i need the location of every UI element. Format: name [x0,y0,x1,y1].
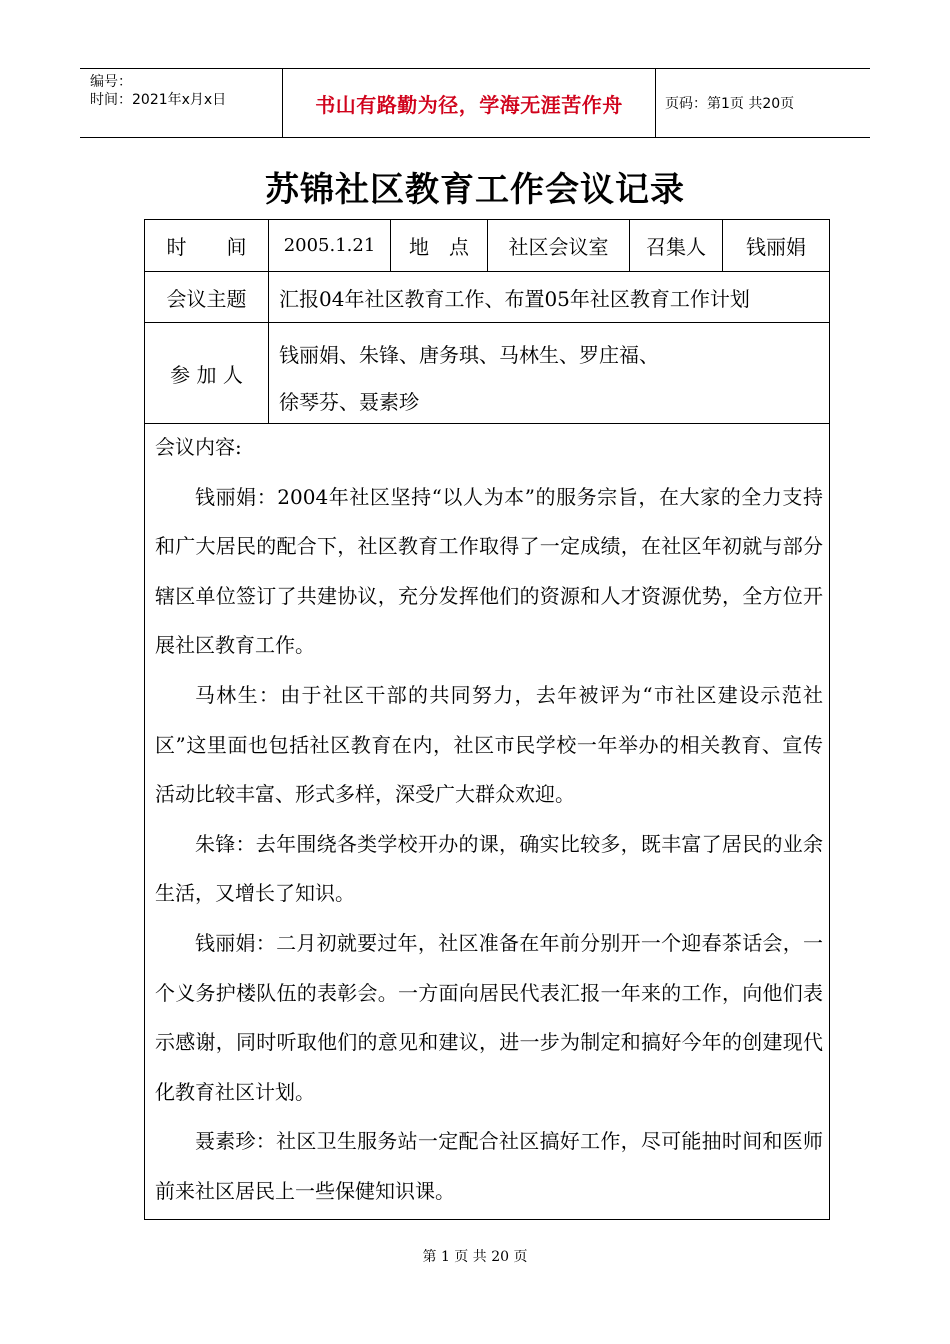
content-paragraph: 聂素珍：社区卫生服务站一定配合社区搞好工作，尽可能抽时间和医师前来社区居民上一些保健知识课。 [155,1129,823,1203]
content-paragraph: 马林生：由于社区干部的共同努力，去年被评为“市社区建设示范社区”这里面也包括社区教育在内，社区市民学校一年举办的相关教育、宣传活动比较丰富、形式多样，深受广大群众欢迎。 [155,682,823,807]
place-label: 地 点 [409,235,469,259]
time-value: 2005.1.21 [283,235,376,256]
header-left-block [80,69,282,137]
document-header [80,68,870,138]
convener-label: 召集人 [646,235,706,259]
page-footer: 第 1 页 共 20 页 [422,1249,528,1265]
participants-line: 钱丽娟、朱锋、唐务琪、马林生、罗庄福、 [279,343,659,367]
header-page-info: 页码：第1页 共20页 [665,96,795,112]
content-paragraph: 钱丽娟：2004年社区坚持“以人为本”的服务宗旨，在大家的全力支持和广大居民的配合下，社区教育工作取得了一定成绩，在社区年初就与部分辖区单位签订了共建协议，充分发挥他们的资源和人才资源优势，全方位开展社区教育工作。 [155,484,823,658]
participants-label: 参 加 人 [170,362,243,387]
page-title: 苏锦社区教育工作会议记录 [265,170,685,210]
participants-value [279,332,819,426]
topic-value: 汇报04年社区教育工作、布置05年社区教育工作计划 [279,286,750,311]
convener-value: 钱丽娟 [746,235,806,259]
topic-label: 会议主题 [166,286,247,311]
time-label: 时 间 [166,235,247,259]
date-line: 时间：2021年x月x日 [90,92,227,108]
participants-line: 徐琴芬、聂素珍 [279,390,419,414]
header-slogan: 书山有路勤为径，学海无涯苦作舟 [282,69,656,137]
content-paragraph: 钱丽娟：二月初就要过年，社区准备在年前分别开一个迎春茶话会，一个义务护楼队伍的表彰会。一方面向居民代表汇报一年来的工作，向他们表示感谢，同时听取他们的意见和建议，进一步为制定和搞好今年的创建现代化教育社区计划。 [155,930,823,1104]
meeting-content [155,423,823,1217]
place-value: 社区会议室 [508,235,609,259]
number-label: 编号： [90,74,132,90]
meeting-record-table [144,219,830,1220]
content-heading: 会议内容: [155,435,242,459]
content-paragraph: 朱锋：去年围绕各类学校开办的课，确实比较多，既丰富了居民的业余生活，又增长了知识。 [155,831,823,906]
